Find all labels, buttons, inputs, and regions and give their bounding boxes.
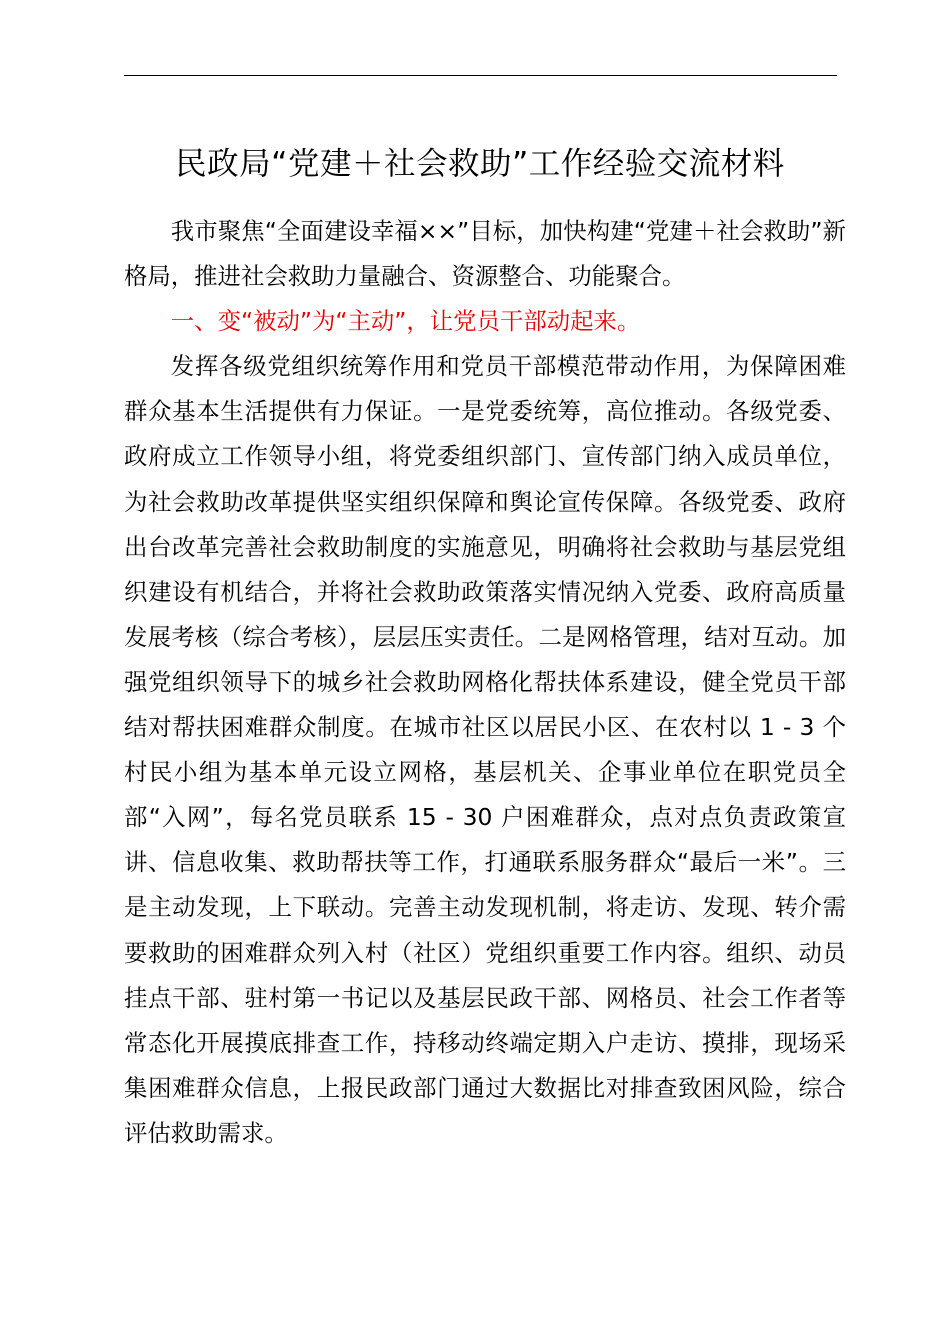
document-title: 民政局“党建＋社会救助”工作经验交流材料	[175, 146, 785, 182]
top-rule	[124, 75, 837, 76]
document-body	[124, 209, 846, 1156]
intro-paragraph: 我市聚焦“全面建设幸福××”目标，加快构建“党建＋社会救助”新格局，推进社会救助力量融合、资源整合、功能聚合。	[124, 217, 846, 291]
section-heading: 一、变“被动”为“主动”，让党员干部动起来。	[170, 307, 641, 336]
body-paragraph: 发挥各级党组织统筹作用和党员干部模范带动作用，为保障困难群众基本生活提供有力保证。一是党委统筹，高位推动。各级党委、政府成立工作领导小组，将党委组织部门、宣传部门纳入成员单位，为社会救助改革提供坚实组织保障和舆论宣传保障。各级党委、政府出台改革完善社会救助制度的实施意见，明确将社会救助与基层党组织建设有机结合，并将社会救助政策落实情况纳入党委、政府高质量发展考核（综合考核），层层压实责任。二是网格管理，结对互动。加强党组织领导下的城乡社会救助网格化帮扶体系建设，健全党员干部结对帮扶困难群众制度。在城市社区以居民小区、在农村以 1 - 3 个村民小组为基本单元设立网格，基层机关、企事业单位在职党员全部“入网”，每名党员联系 15 - 30 户困难群众，点对点负责政策宣讲、信息收集、救助帮扶等工作，打通联系服务群众“最后一米”。三是主动发现，上下联动。完善主动发现机制，将走访、发现、转介需要救助的困难群众列入村（社区）党组织重要工作内容。组织、动员挂点干部、驻村第一书记以及基层民政干部、网格员、社会工作者等常态化开展摸底排查工作，持移动终端定期入户走访、摸排，现场采集困难群众信息，上报民政部门通过大数据比对排查致困风险，综合评估救助需求。	[124, 352, 846, 1147]
